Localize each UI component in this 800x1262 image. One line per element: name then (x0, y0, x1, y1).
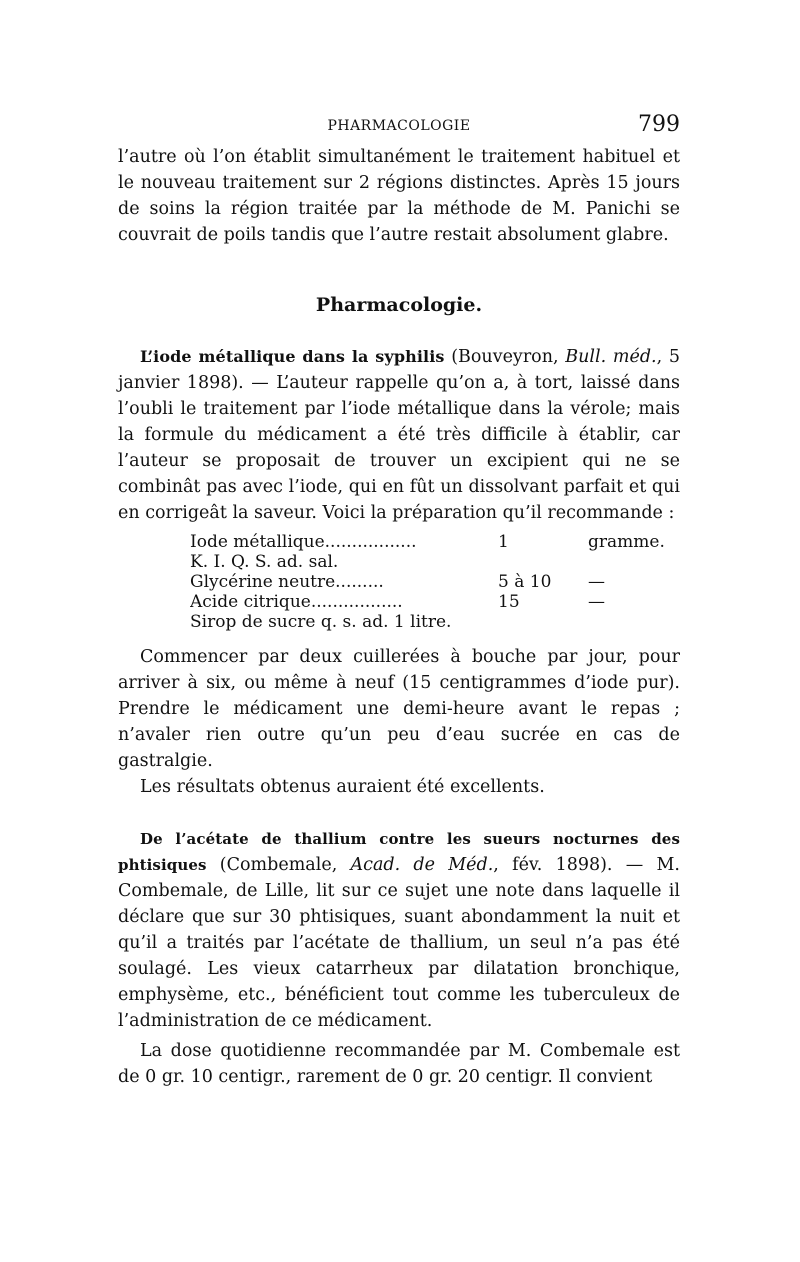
recipe-row (190, 532, 680, 552)
recipe-ingredient: Glycérine neutre......... (190, 572, 384, 592)
article-citation-close: , 5 janvier 1898). — (118, 347, 680, 393)
article-citation-journal: Bull. méd. (565, 347, 657, 367)
article-body: M. Combemale, de Lille, lit sur ce sujet une note dans laquelle il déclare que sur 30 phtisiques, suant abondamment la nuit et qu’il a traités par l’acétate de thallium, un seul n’a pas été soulagé. Les vieux catarrheux par dilatation bronchique, emphysème, etc., bénéficient tout comme les tuberculeux de l’administration de ce médicament. (118, 855, 680, 1031)
article-citation-open: (Combemale, (206, 855, 351, 875)
recipe-row (190, 592, 680, 612)
page-number: 799 (638, 112, 680, 137)
article-citation-journal: Acad. de Méd. (350, 855, 494, 875)
article-thallium-paragraph (118, 826, 680, 1034)
recipe-table (190, 532, 680, 632)
article-title: L’iode métallique dans la syphilis (140, 347, 445, 366)
recipe-quantity: 5 à 10 (498, 572, 552, 592)
recipe-quantity (498, 552, 588, 572)
dose-paragraph: La dose quotidienne recommandée par M. Combemale est de 0 gr. 10 centigr., rarement de 0 gr. 20 centigr. Il convient (118, 1041, 680, 1087)
article-citation-open: (Bouveyron, (444, 347, 566, 367)
recipe-quantity: 15 (498, 592, 520, 612)
recipe-quantity: 1 (498, 532, 509, 552)
article-body: L’auteur rappelle qu’on a, à tort, laissé dans l’oubli le traitement par l’iode métallique dans la vérole; mais la formule du médicament a été très difficile à établir, car l’auteur se proposait de trouver un excipient qui ne se combinât pas avec l’iode, qui en fût un dissolvant parfait et qui en corrigeât la saveur. Voici la préparation qu’il recommande : (118, 373, 681, 523)
article-syphilis-paragraph (118, 344, 680, 526)
opening-paragraph: l’autre où l’on établit simultanément le traitement habituel et le nouveau traitement sur 2 régions distinctes. Après 15 jours de soins la région traitée par la méthode de M. Panichi se couvrait de poils tandis que l’autre restait absolument glabre. (118, 147, 680, 245)
recipe-quantity (498, 612, 588, 632)
article-title: De l’acétate de thallium contre les sueurs nocturnes des phtisiques (118, 830, 680, 874)
running-head (118, 112, 680, 144)
results-paragraph: Les résultats obtenus auraient été excellents. (140, 777, 545, 797)
recipe-ingredient: Sirop de sucre q. s. ad. 1 litre. (190, 612, 452, 632)
document-page (118, 112, 680, 1090)
recipe-ingredient: Iode métallique................. (190, 532, 417, 552)
recipe-ingredient: K. I. Q. S. ad. sal. (190, 552, 339, 572)
recipe-unit: — (588, 572, 605, 592)
article-citation-close: , fév. 1898). — (493, 855, 657, 875)
recipe-unit: — (588, 592, 605, 612)
dosage-paragraph: Commencer par deux cuillerées à bouche par jour, pour arriver à six, ou même à neuf (15 centigrammes d’iode pur). Prendre le médicament une demi-heure avant le repas ; n’avaler rien outre qu’un peu d’eau sucrée en cas de gastralgie. (118, 647, 680, 771)
recipe-row (190, 612, 680, 632)
recipe-row (190, 572, 680, 592)
recipe-row (190, 552, 680, 572)
running-title: PHARMACOLOGIE (327, 118, 471, 134)
section-heading: Pharmacologie. (315, 294, 483, 316)
recipe-unit: gramme. (588, 532, 665, 552)
recipe-ingredient: Acide citrique................. (190, 592, 403, 612)
